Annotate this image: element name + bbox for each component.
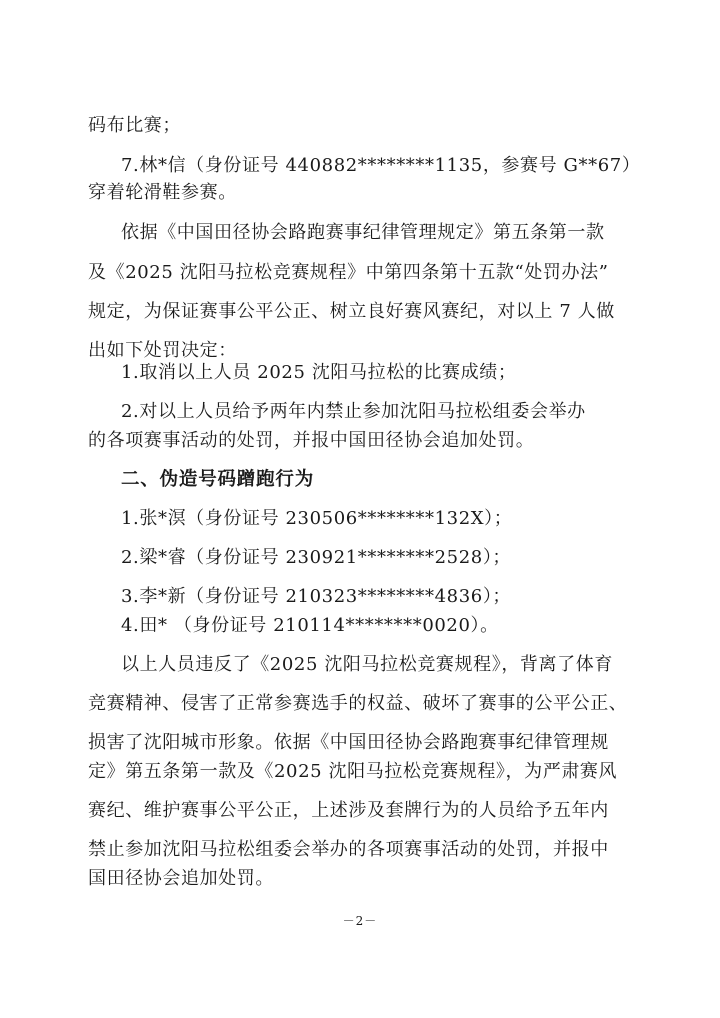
section-heading: 二、伪造号码蹭跑行为: [121, 469, 315, 490]
text-line: 1.张*溟（身份证号 230506********132X）；: [121, 508, 513, 529]
text-line: 依据《中国田径协会路跑赛事纪律管理规定》第五条第一款: [121, 222, 605, 243]
text-line: 7.林*信（身份证号 440882********1135，参赛号 G**67）: [121, 155, 641, 176]
text-line: 出如下处罚决定：: [88, 340, 237, 361]
text-line: 竞赛精神、侵害了正常参赛选手的权益、破坏了赛事的公平公正、: [88, 693, 628, 714]
text-line: 码布比赛；: [88, 115, 181, 136]
page-number: －2－: [342, 914, 378, 928]
text-line: 及《2025 沈阳马拉松竞赛规程》中第四条第十五款“处罚办法”: [88, 262, 609, 283]
text-line: 1.取消以上人员 2025 沈阳马拉松的比赛成绩；: [121, 362, 517, 383]
text-line: 国田径协会追加处罚。: [88, 868, 274, 889]
text-line: 禁止参加沈阳马拉松组委会举办的各项赛事活动的处罚，并报中: [88, 839, 609, 860]
text-line: 定》第五条第一款及《2025 沈阳马拉松竞赛规程》，为严肃赛风: [88, 761, 618, 782]
text-line: 2.梁*睿（身份证号 230921********2528）；: [121, 547, 512, 568]
text-line: 赛纪、维护赛事公平公正，上述涉及套牌行为的人员给予五年内: [88, 800, 609, 821]
text-line: 2.对以上人员给予两年内禁止参加沈阳马拉松组委会举办: [121, 401, 586, 422]
text-line: 以上人员违反了《2025 沈阳马拉松竞赛规程》，背离了体育: [121, 654, 613, 675]
text-line: 规定，为保证赛事公平公正、树立良好赛风赛纪，对以上 7 人做: [88, 301, 615, 322]
text-line: 损害了沈阳城市形象。依据《中国田径协会路跑赛事纪律管理规: [88, 732, 609, 753]
text-line: 4.田* （身份证号 210114********0020）。: [121, 615, 499, 636]
text-line: 穿着轮滑鞋参赛。: [88, 182, 237, 203]
text-line: 3.李*新（身份证号 210323********4836）；: [121, 586, 512, 607]
text-line: 的各项赛事活动的处罚，并报中国田径协会追加处罚。: [88, 430, 535, 451]
